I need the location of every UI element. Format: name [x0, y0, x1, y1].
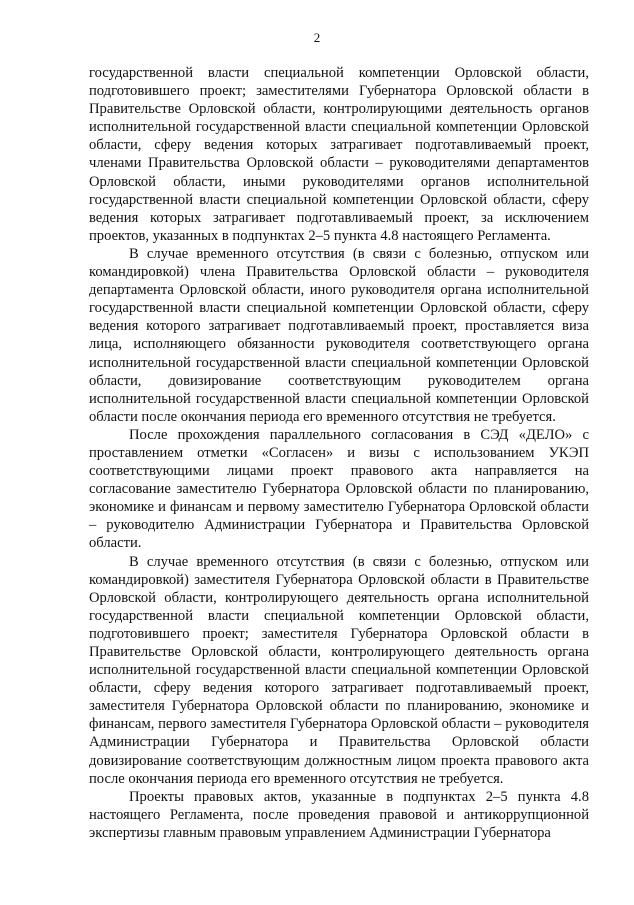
- paragraph-continuation: государственной власти специальной компетенции Орловской области, подготовившего проект; заместителями Губернатора Орловской области в Правительстве Орловской области, контролирующими деятельность органов исполнительной государственной власти специальной компетенции Орловской области, сферу ведения которых затрагивает подготавливаемый проект, членами Правительства Орловской области – руководителями департаментов Орловской области, иными руководителями органов исполнительной государственной власти специальной компетенции Орловской области, сферу ведения которых затрагивает подготавливаемый проект, за исключением проектов, указанных в подпунктах 2–5 пункта 4.8 настоящего Регламента.: [89, 65, 589, 244]
- page-number: 2: [313, 30, 321, 45]
- paragraph-temporary-absence-member: В случае временного отсутствия (в связи с болезнью, отпуском или командировкой) члена Правительства Орловской области – руководителя департамента Орловской области, иного руководителя органа исполнительной государственной власти специальной компетенции Орловской области, сферу ведения которого затрагивает подготавливаемый проект, проставляется виза лица, исполняющего обязанности руководителя соответствующего органа исполнительной государственной власти специальной компетенции Орловской области, довизирование соответствующим руководителем органа исполнительной государственной власти специальной компетенции Орловской области после окончания периода его временного отсутствия не требуется.: [89, 245, 589, 425]
- paragraph-draft-acts: Проекты правовых актов, указанные в подпунктах 2–5 пункта 4.8 настоящего Регламента, после проведения правовой и антикоррупционной экспертизы главным правовым управлением Администрации Губернатора: [89, 788, 589, 841]
- paragraph-temporary-absence-deputy: В случае временного отсутствия (в связи с болезнью, отпуском или командировкой) заместителя Губернатора Орловской области в Правительстве Орловской области, контролирующего деятельность органа исполнительной государственной власти специальной компетенции Орловской области, подготовившего проект; заместителя Губернатора Орловской области в Правительстве Орловской области, контролирующего деятельность органа исполнительной государственной власти специальной компетенции Орловской области, сферу ведения которого затрагивает подготавливаемый проект, заместителя Губернатора Орловской области по планированию, экономике и финансам, первого заместителя Губернатора Орловской области – руководителя Администрации Губернатора и Правительства Орловской области довизирование соответствующим должностным лицом проекта правового акта после окончания периода его временного отсутствия не требуется.: [89, 553, 589, 787]
- paragraph-parallel-approval: После прохождения параллельного согласования в СЭД «ДЕЛО» с проставлением отметки «Согласен» и визы с использованием УКЭП соответствующими лицами проект правового акта направляется на согласование заместителю Губернатора Орловской области по планированию, экономике и финансам и первому заместителю Губернатора Орловской области – руководителю Администрации Губернатора и Правительства Орловской области.: [89, 426, 589, 552]
- document-body: [89, 64, 589, 842]
